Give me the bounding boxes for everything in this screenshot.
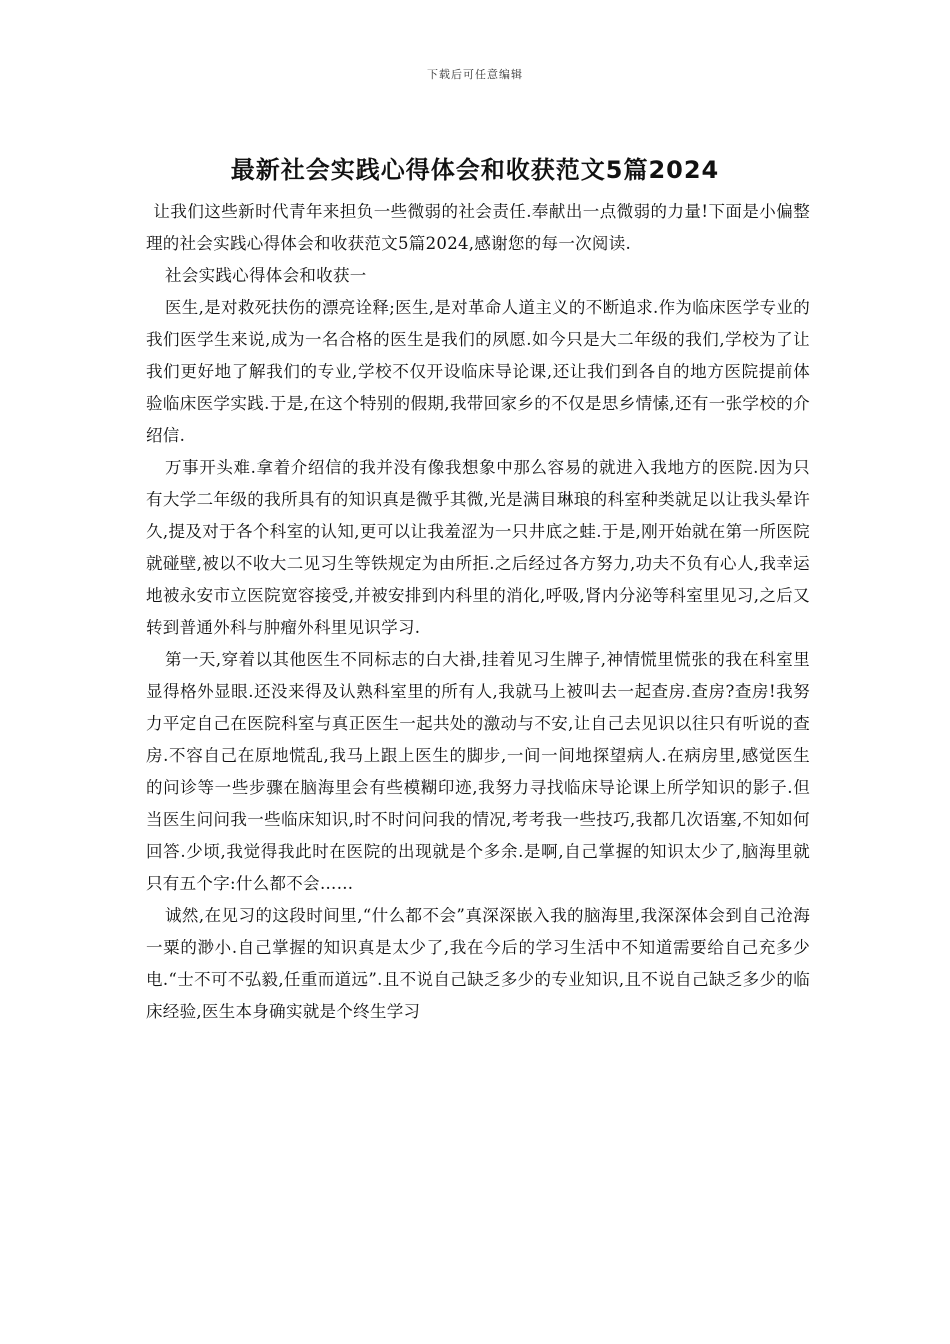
body-paragraph: 诚然,在见习的这段时间里,“什么都不会”真深深嵌入我的脑海里,我深深体会到自己沧海一粟的渺小.自己掌握的知识真是太少了,我在今后的学习生活中不知道需要给自己充多少电.“士不可不弘毅,任重而道远”.且不说自己缺乏多少的专业知识,且不说自己缺乏多少的临床经验,医生本身确实就是个终生学习 — [146, 906, 810, 1021]
body-paragraph: 第一天,穿着以其他医生不同标志的白大褂,挂着见习生牌子,神情慌里慌张的我在科室里显得格外显眼.还没来得及认熟科室里的所有人,我就马上被叫去一起查房.查房?查房!我努力平定自己在医院科室与真正医生一起共处的激动与不安,让自己去见识以往只有听说的查房.不容自己在原地慌乱,我马上跟上医生的脚步,一间一间地探望病人.在病房里,感觉医生的问诊等一些步骤在脑海里会有些模糊印迹,我努力寻找临床导论课上所学知识的影子.但当医生问问我一些临床知识,时不时问问我的情况,考考我一些技巧,我都几次语塞,不知如何回答.少顷,我觉得我此时在医院的出现就是个多余.是啊,自己掌握的知识太少了,脑海里就只有五个字:什么都不会…… — [146, 650, 810, 893]
section-heading: 社会实践心得体会和收获一 — [164, 266, 367, 285]
intro-paragraph: 让我们这些新时代青年来担负一些微弱的社会责任.奉献出一点微弱的力量!下面是小偏整理的社会实践心得体会和收获范文5篇2024,感谢您的每一次阅读. — [146, 202, 810, 253]
body-paragraph: 万事开头难.拿着介绍信的我并没有像我想象中那么容易的就进入我地方的医院.因为只有大学二年级的我所具有的知识真是微乎其微,光是满目琳琅的科室种类就足以让我头晕许久,提及对于各个科室的认知,更可以让我羞涩为一只井底之蛙.于是,刚开始就在第一所医院就碰壁,被以不收大二见习生等铁规定为由所拒.之后经过各方努力,功夫不负有心人,我幸运地被永安市立医院宽容接受,并被安排到内科里的消化,呼吸,肾内分泌等科室里见习,之后又转到普通外科与肿瘤外科里见识学习. — [146, 458, 810, 637]
header-note: 下载后可任意编辑 — [427, 68, 523, 81]
document-body — [146, 196, 810, 1028]
document-title: 最新社会实践心得体会和收获范文5篇2024 — [230, 156, 720, 184]
body-paragraph: 医生,是对救死扶伤的漂亮诠释;医生,是对革命人道主义的不断追求.作为临床医学专业的我们医学生来说,成为一名合格的医生是我们的夙愿.如今只是大二年级的我们,学校为了让我们更好地了解我们的专业,学校不仅开设临床导论课,还让我们到各自的地方医院提前体验临床医学实践.于是,在这个特别的假期,我带回家乡的不仅是思乡情愫,还有一张学校的介绍信. — [146, 298, 810, 445]
